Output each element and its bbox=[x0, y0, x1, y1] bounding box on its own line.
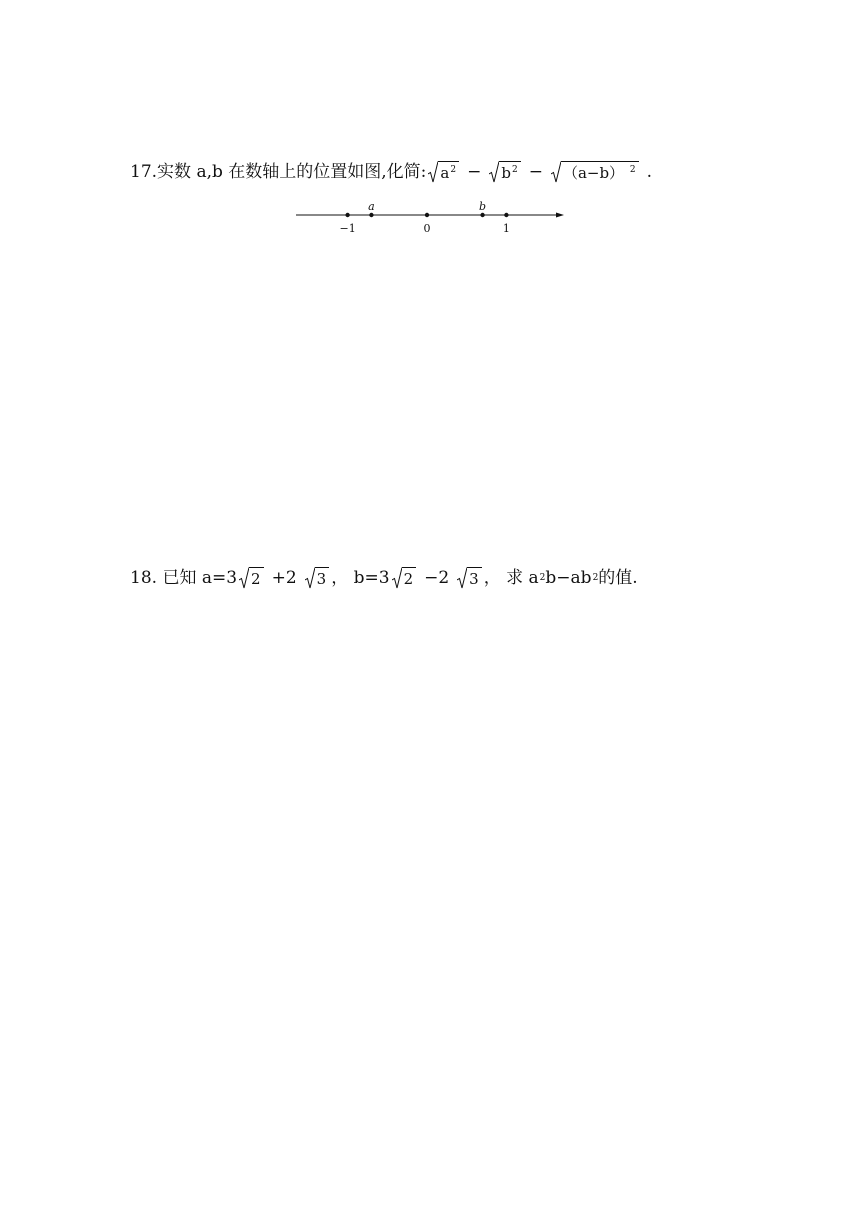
sqrt-a-minus-b-squared bbox=[551, 161, 639, 183]
minus-sign: − bbox=[467, 162, 482, 182]
problem-18-b-def: ， b=3 bbox=[331, 568, 390, 588]
exponent: 2 bbox=[511, 165, 518, 175]
number-line-label: −1 bbox=[339, 222, 356, 235]
number-line-label: b bbox=[479, 200, 487, 213]
problem-17 bbox=[130, 160, 652, 184]
radical-sign bbox=[239, 567, 249, 589]
sqrt-a-squared bbox=[428, 161, 459, 183]
radicand-a: a bbox=[440, 164, 450, 182]
sqrt-3 bbox=[305, 567, 330, 589]
minus-sign: − bbox=[528, 162, 543, 182]
radicand: 2 bbox=[249, 567, 264, 589]
number-line-label: 1 bbox=[502, 222, 510, 235]
number-line-points bbox=[339, 200, 509, 235]
number-line-point bbox=[369, 213, 373, 217]
plus-term: +2 bbox=[271, 568, 297, 588]
problem-18-text: 18. 已知 a=3 bbox=[130, 568, 238, 588]
number-line-label: 0 bbox=[423, 222, 431, 235]
minus-term: −2 bbox=[424, 568, 450, 588]
sqrt-3 bbox=[457, 567, 482, 589]
exponent: 2 bbox=[450, 165, 457, 175]
radicand-b: b bbox=[501, 164, 511, 182]
sqrt-2 bbox=[239, 567, 264, 589]
number-line bbox=[296, 200, 568, 240]
radical-sign bbox=[428, 161, 438, 183]
number-line-point bbox=[504, 213, 508, 217]
number-line-point bbox=[480, 213, 484, 217]
radical-sign bbox=[551, 161, 561, 183]
exponent: 2 bbox=[629, 165, 636, 175]
radicand-a-minus-b: （a−b） bbox=[562, 164, 625, 182]
radical-sign bbox=[305, 567, 315, 589]
number-line-point bbox=[345, 213, 349, 217]
radical-sign bbox=[392, 567, 402, 589]
number-line-point bbox=[425, 213, 429, 217]
radicand: 3 bbox=[315, 567, 330, 589]
radicand: 3 bbox=[467, 567, 482, 589]
arrow-right-icon bbox=[556, 213, 564, 218]
problem-18-expression: b−ab bbox=[545, 568, 592, 588]
problem-18: 18. 已知 a=3 2 +2 3 ， b=3 2 −2 3 ， 求 a 2 b−ab 2 的值. bbox=[130, 568, 638, 588]
sqrt-b-squared bbox=[489, 161, 520, 183]
radical-sign bbox=[457, 567, 467, 589]
radical-sign bbox=[489, 161, 499, 183]
radicand: 2 bbox=[402, 567, 417, 589]
period: . bbox=[646, 162, 652, 182]
problem-18-ending: 的值. bbox=[598, 568, 638, 588]
problem-18-ask: ， 求 a bbox=[483, 568, 539, 588]
sqrt-2 bbox=[392, 567, 417, 589]
problem-17-text: 17.实数 a,b 在数轴上的位置如图,化简: bbox=[130, 162, 427, 182]
number-line-label: a bbox=[368, 200, 375, 213]
